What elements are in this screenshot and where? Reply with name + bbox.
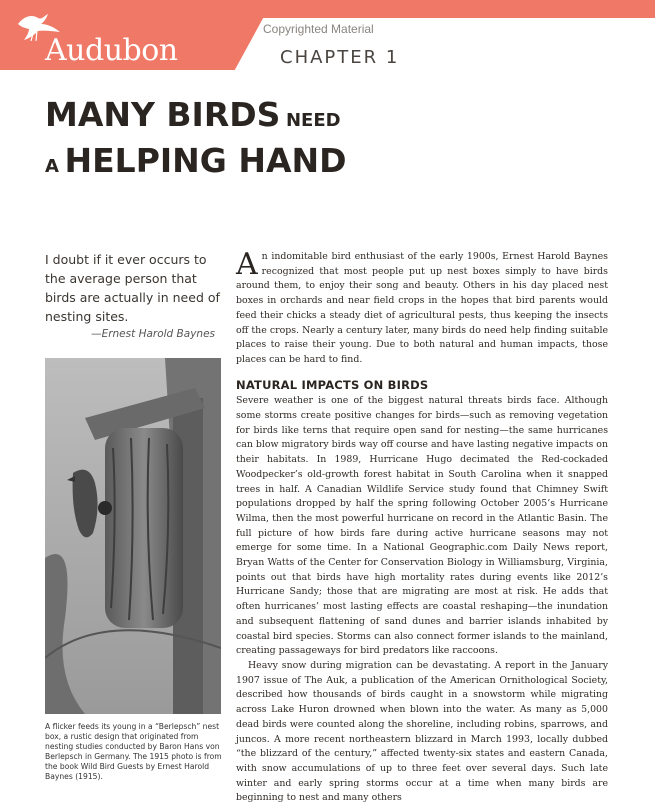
- flicker-nest-box-photo: [45, 358, 221, 714]
- body-paragraph: Heavy snow during migration can be devastating. A report in the January 1907 issue of The Auk, a publication of the American Ornithological Society, described how thousands of birds caught in a snowstorm while migrating across Lake Huron drowned when blown into the water. As many as 5,000 dead birds were counted along the shoreline, including robins, sparrows, and juncos. A more recent northeastern blizzard in March 1993, locally dubbed “the blizzard of the century,” affected twenty-six states and eastern Canada, with snow accumulations of up to three feet over several days. Such late winter and early spring storms occur at a time when many birds are beginning to nest and many others: [236, 659, 608, 804]
- intro-text: n indomitable bird enthusiast of the early 1900s, Ernest Harold Baynes recognized that most people put up nest boxes simply to have birds around them, to enjoy their song and beauty. Others in his day placed nest boxes in orchards and near field crops in the hopes that bird parents would feed their chicks a steady diet of agricultural pests, thus keeping the insects off the crops. Nearly a century later, many birds do need help finding suitable places to raise their young. Due to both natural and human impacts, those places can be hard to find.: [236, 251, 608, 365]
- article-body: [236, 247, 608, 806]
- brand-wordmark: Audubon: [45, 33, 178, 68]
- epigraph-quote: I doubt if it ever occurs to the average person that birds are actually in need of nesting sites.: [45, 252, 220, 324]
- title-word-4: HELPING HAND: [64, 141, 347, 180]
- intro-paragraph: [236, 247, 608, 368]
- title-word-2: NEED: [285, 110, 341, 131]
- title-word-1: MANY BIRDS: [45, 95, 281, 134]
- section-heading-natural-impacts: NATURAL IMPACTS ON BIRDS: [236, 377, 429, 392]
- photo-illustration-icon: [45, 358, 221, 714]
- chapter-label: CHAPTER 1: [280, 47, 400, 68]
- epigraph-attribution: —Ernest Harold Baynes: [91, 328, 215, 340]
- copyright-notice: Copyrighted Material: [263, 22, 374, 36]
- body-paragraph: Severe weather is one of the biggest natural threats birds face. Although some storms create positive changes for birds—such as removing vegetation for birds like terns that require open sand for nesting—the same hurricanes can blow migratory birds way off course and have lasting negative impacts on their habitats. In 1989, Hurricane Hugo decimated the Red-cockaded Woodpecker’s old-growth forest habitat in South Carolina when it snapped trees in half. A Canadian Wildlife Service study found that Chimney Swift populations dropped by half the spring following October 2005’s Hurricane Wilma, then the most powerful hurricane on record in the Atlantic Basin. The full picture of how birds fare during active hurricane seasons may not emerge for some time. In a National Geographic.com Daily News report, Bryan Watts of the Center for Conservation Biology in Williamsburg, Virginia, points out that birds have high mortality rates during events like 2012’s Hurricane Sandy; those that are migrating are most at risk. He adds that often hurricanes’ most lasting effects are coastal reshaping—the inundation and subsequent flattening of sand dunes and barrier islands inhabited by coastal bird species. Storms can also connect former islands to the mainland, creating passageways for bird predators like raccoons.: [236, 395, 608, 657]
- title-word-3: A: [45, 156, 59, 177]
- photo-caption: A flicker feeds its young in a “Berlepsch” nest box, a rustic design that originated from nesting studies conducted by Baron Hans von Berlepsch in Germany. The 1915 photo is from the book Wild Bird Guests by Ernest Harold Baynes (1915).: [45, 722, 222, 781]
- drop-cap: A: [236, 247, 258, 282]
